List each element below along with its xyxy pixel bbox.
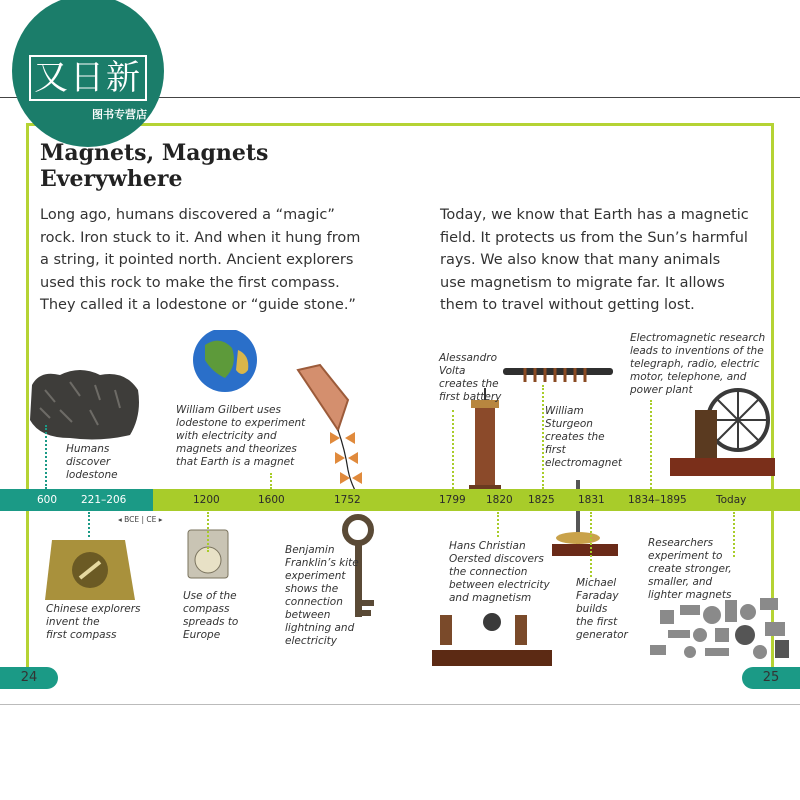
caption-line: Alessandro <box>439 352 497 364</box>
page-number-right: 25 <box>742 667 800 689</box>
caption-line: smaller, and <box>648 576 713 588</box>
intro-right-line: Today, we know that Earth has a magnetic <box>440 207 749 223</box>
caption-line: Oersted discovers <box>449 553 544 565</box>
year-1799: 1799 <box>439 494 466 506</box>
year-today: Today <box>716 494 747 506</box>
page-number-left: 24 <box>0 667 58 689</box>
caption-line: experiment <box>285 570 346 582</box>
caption-line: builds <box>576 603 608 615</box>
caption-franklin <box>285 544 365 648</box>
caption-line: Michael <box>576 577 617 589</box>
connector-1820 <box>497 512 499 537</box>
caption-line: that Earth is a magnet <box>176 456 295 468</box>
timeline-bar-ce <box>153 489 800 511</box>
caption-line: lodestone <box>66 469 118 481</box>
caption-lodestone <box>66 443 136 482</box>
globe-image <box>193 330 257 392</box>
logo-sub-text: 图书专营店 <box>92 108 147 121</box>
caption-line: Electromagnetic research <box>630 332 766 344</box>
caption-faraday <box>576 577 646 642</box>
caption-line: magnets and theorizes <box>176 443 297 455</box>
connector-221 <box>88 512 90 537</box>
caption-line: electricity <box>285 635 337 647</box>
caption-line: first compass <box>46 629 117 641</box>
caption-line: the connection <box>449 566 528 578</box>
magnets-pile-image <box>650 598 789 659</box>
caption-line: lighter magnets <box>648 589 732 601</box>
year-1820: 1820 <box>486 494 513 506</box>
caption-line: leads to inventions of the <box>630 345 764 357</box>
caption-compass-europe <box>183 590 253 642</box>
caption-line: Use of the <box>183 590 237 602</box>
caption-line: lodestone to experiment <box>176 417 306 429</box>
generator-image <box>670 390 775 476</box>
connector-1200 <box>207 512 209 552</box>
caption-line: Franklin’s kite <box>285 557 359 569</box>
caption-line: creates the <box>545 431 605 443</box>
caption-gilbert <box>176 404 316 469</box>
caption-line: and magnetism <box>449 592 532 604</box>
year-1834-1895: 1834–1895 <box>628 494 687 506</box>
caption-line: between electricity <box>449 579 550 591</box>
caption-line: connection <box>285 596 343 608</box>
caption-line: telegraph, radio, electric <box>630 358 760 370</box>
intro-left-line: They called it a lodestone or “guide stone.” <box>40 297 356 313</box>
intro-left-line: Long ago, humans discovered a “magic” <box>40 207 335 223</box>
electromagnet-image <box>503 368 613 382</box>
caption-line: create stronger, <box>648 563 732 575</box>
connector-600 <box>45 425 47 489</box>
connector-1834 <box>650 400 652 489</box>
logo-main-text: 又日新 <box>34 58 142 98</box>
intro-right-line: field. It protects us from the Sun’s harmful <box>440 229 748 246</box>
caption-research <box>630 332 780 397</box>
caption-line: creates the <box>439 378 499 390</box>
caption-today <box>648 537 748 602</box>
caption-line: between <box>285 609 331 621</box>
year-600: 600 <box>37 494 58 506</box>
caption-line: Humans <box>66 443 110 455</box>
year-1200: 1200 <box>193 494 220 506</box>
caption-line: Volta <box>439 365 466 377</box>
caption-line: lightning and <box>285 622 355 634</box>
caption-line: motor, telephone, and <box>630 371 747 383</box>
caption-line: first <box>545 444 566 456</box>
caption-line: spreads to <box>183 616 239 628</box>
caption-line: the first <box>576 616 618 628</box>
caption-line: invent the <box>46 616 100 628</box>
intro-right-line: use magnetism to migrate far. It allows <box>440 274 725 291</box>
caption-line: Europe <box>183 629 221 641</box>
intro-left <box>40 204 380 317</box>
era-label: ◂ BCE | CE ▸ <box>118 515 163 524</box>
connector-1799 <box>452 410 454 489</box>
caption-line: power plant <box>630 384 693 396</box>
year-1825: 1825 <box>528 494 555 506</box>
caption-line: with electricity and <box>176 430 277 442</box>
caption-oersted <box>449 540 559 605</box>
caption-line: discover <box>66 456 111 468</box>
chinese-compass-image <box>45 540 135 600</box>
caption-chinese-compass <box>46 603 156 642</box>
connector-1825 <box>542 385 544 489</box>
year-221-206: 221–206 <box>81 494 127 506</box>
oersted-apparatus-image <box>432 613 552 666</box>
caption-line: shows the <box>285 583 339 595</box>
caption-line: Hans Christian <box>449 540 526 552</box>
year-1831: 1831 <box>578 494 605 506</box>
caption-line: experiment to <box>648 550 723 562</box>
caption-volta <box>439 352 509 404</box>
connector-1831 <box>590 512 592 577</box>
caption-line: Sturgeon <box>545 418 593 430</box>
caption-line: William <box>545 405 584 417</box>
page-title: Magnets, Magnets Everywhere <box>40 140 269 192</box>
intro-right-line: them to travel without getting lost. <box>440 297 695 313</box>
caption-line: Benjamin <box>285 544 335 556</box>
caption-line: electromagnet <box>545 457 623 469</box>
caption-line: William Gilbert uses <box>176 404 281 416</box>
caption-line: first battery <box>439 391 502 403</box>
caption-line: Researchers <box>648 537 714 549</box>
battery-image <box>469 388 501 495</box>
timeline-bar-bce <box>0 489 153 511</box>
caption-line: Faraday <box>576 590 619 602</box>
caption-line: generator <box>576 629 628 641</box>
intro-right <box>440 204 780 317</box>
connector-1600 <box>270 473 272 489</box>
year-1600: 1600 <box>258 494 285 506</box>
caption-line: Chinese explorers <box>46 603 141 615</box>
intro-left-line: a string, it pointed north. Ancient explorers <box>40 252 354 268</box>
intro-right-line: rays. We also know that many animals <box>440 252 721 268</box>
intro-left-line: rock. Iron stuck to it. And when it hung from <box>40 229 361 246</box>
intro-left-line: used this rock to make the first compass. <box>40 274 340 291</box>
year-1752: 1752 <box>334 494 361 506</box>
caption-line: compass <box>183 603 230 615</box>
caption-sturgeon <box>545 405 625 470</box>
